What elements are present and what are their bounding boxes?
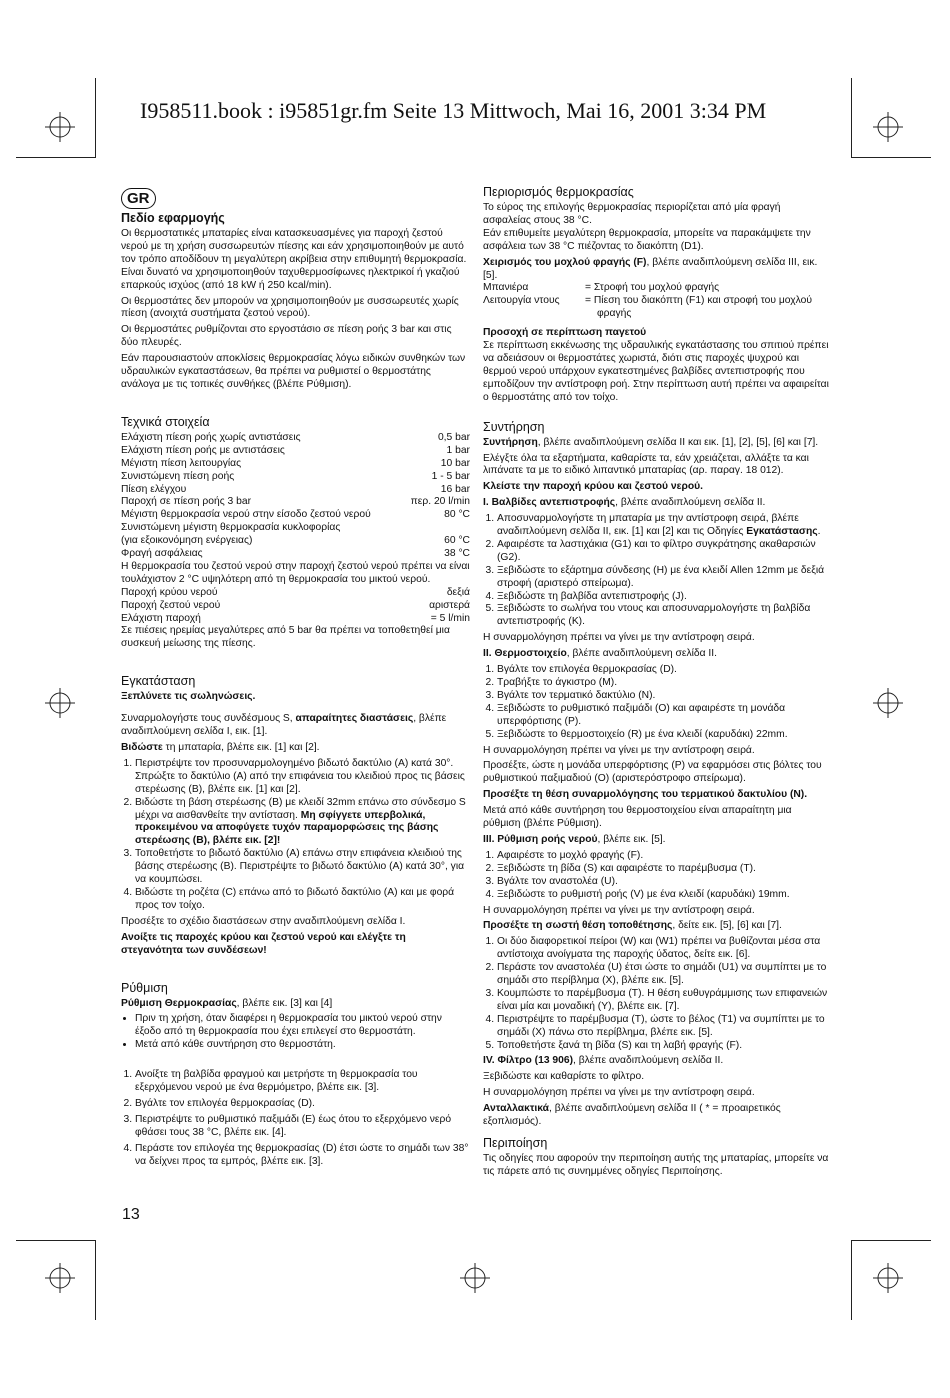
adjust-heading: Ρύθμιση (121, 980, 168, 995)
list-item: 4. Περιστρέψτε το παρέμβυσμα (T), ώστε το βέλος (T1) να συμπίπτει με το σημάδι (X) πάνω στο περίβλημα, βλέπε εικ. [5]. (497, 1014, 831, 1040)
valve-steps (483, 513, 831, 629)
pressure-note: Σε πιέσεις ηρεμίας μεγαλύτερες από 5 bar θα πρέπει να τοποθετηθεί μια συσκευή μείωσης της πίεσης. (121, 625, 450, 650)
maint-heading: Συντήρηση (483, 419, 545, 434)
list-item: 4. Ξεβιδώστε τη βαλβίδα αντεπιστροφής (J). (497, 591, 831, 604)
crop-mark (851, 1240, 852, 1320)
spec-row: Ελάχιστη πίεση ροής με αντιστάσεις 1 bar (121, 444, 470, 456)
lever-paragraph: Χειρισμός του μοχλού φραγής (F), βλέπε αναδιπλούμενη σελίδα III, εικ. [5]. (483, 256, 818, 281)
spec-row: Μέγιστη θερμοκρασία νερού στην είσοδο ζεστού νερού 80 °C (121, 509, 470, 521)
adjust-bullets (121, 1013, 470, 1052)
diagram-note: Προσέξτε το σχέδιο διαστάσεων στην αναδιπλούμενη σελίδα I. (121, 915, 406, 927)
limit-paragraph: Εάν επιθυμείτε μεγαλύτερη θερμοκρασία, μπορείτε να παρακάμψετε την ασφάλεια των 38 °C πιέζοντας το διακόπτη (D1). (483, 227, 811, 252)
language-badge: GR (121, 188, 156, 209)
kv-row: Λειτουργία ντους = Πίεση του διακόπτη (F1) και στροφή του μοχλού φραγής (483, 295, 813, 320)
spec-label: Συνιστώμενη μέγιστη θερμοκρασία κυκλοφορίας (121, 522, 341, 534)
registration-mark-icon (45, 112, 75, 142)
leak-check-note: Ανοίξτε τις παροχές κρύου και ζεστού νερού και ελέγξτε τη στεγανότητα των συνδέσεων! (121, 931, 406, 956)
list-item: 3. Κουμπώστε το παρέμβυσμα (T). Η θέση ευθυγράμμισης των επιφανειών είναι μία και μοναδική (Y), βλέπε εικ. [7]. (497, 988, 831, 1014)
spares-note: Ανταλλακτικά, βλέπε αναδιπλούμενη σελίδα II ( * = προαιρετικός εξοπλισμός). (483, 1103, 781, 1128)
right-column (483, 185, 831, 1182)
list-item: 3. Ξεβιδώστε το εξάρτημα σύνδεσης (H) με ένα κλειδί Allen 12mm με δεξιά στροφή (αριστερό σπείρωμα). (497, 565, 831, 591)
install-heading: Εγκατάσταση (121, 674, 196, 689)
registration-mark-icon (873, 1263, 903, 1293)
adjust-subheading: Ρύθμιση Θερμοκρασίας, βλέπε εικ. [3] και [4] (121, 997, 333, 1009)
ring-note: Προσέξτε τη θέση συναρμολόγησης του τερματικού δακτυλίου (N). (483, 789, 808, 801)
list-item: 1. Αφαιρέστε το μοχλό φραγής (F). (497, 850, 831, 863)
list-item: 4. Ξεβιδώστε το ρυθμιστικό παξιμάδι (O) και αφαιρέστε τη μονάδα υπερφόρτισης (P). (497, 703, 831, 729)
crop-mark (95, 1240, 96, 1320)
care-paragraph: Τις οδηγίες που αφορούν την περιποίηση αυτής της μπαταρίας, μπορείτε να τις πάρετε από τις συνημμένες οδηγίες Περιποίησης. (483, 1153, 829, 1177)
list-item: 1. Περιστρέψτε τον προσυναρμολογημένο βιδωτό δακτύλιο (A) κατά 30°. Σπρώξτε το δακτύλιο (A) από την επιφάνεια του κλειδιού προς τις βάσεις στερέωσης (B), βλέπε εικ. [1] και [2]. (135, 758, 470, 797)
thermo-steps (483, 664, 831, 741)
registration-mark-icon (45, 1263, 75, 1293)
overload-note: Προσέξτε, ώστε η μονάδα υπερφόρτισης (P) να εφαρμόσει στις βόλτες του ρυθμιστικού παξιμαδιού (O) (αριστερόστροφο σπείρωμα). (483, 760, 822, 785)
filter-note: Ξεβιδώστε και καθαρίστε το φίλτρο. (483, 1071, 645, 1083)
spec-row: Πίεση ελέγχου 16 bar (121, 483, 470, 495)
spec-row: Παροχή σε πίεση ροής 3 bar περ. 20 l/min (121, 496, 470, 508)
list-item: • Πριν τη χρήση, όταν διαφέρει η θερμοκρασία του μικτού νερού στην έξοδο από τη θερμοκρασία που έχει επιλεγεί στο θερμοστάτη. (135, 1013, 470, 1039)
spec-row: Φραγή ασφάλειας 38 °C (121, 548, 470, 560)
list-item: 3. Τοποθετήστε το βιδωτό δακτύλιο (A) επάνω στην επιφάνεια κλειδιού της βάσης στερέωσης (B). Περιστρέψτε το βιδωτό δακτύλιο (A) κατά 30°, για να κουμπώσει. (135, 848, 470, 887)
spec-row: (για εξοικονόμηση ενέργειας) 60 °C (121, 535, 470, 547)
list-item: 4. Ξεβιδώστε το ρυθμιστή ροής (V) με ένα κλειδί (καρυδάκι) 19mm. (497, 889, 831, 902)
list-item: 5. Ξεβιδώστε το σωλήνα του ντους και αποσυναρμολογήστε τη βαλβίδα αντεπιστροφής (K). (497, 603, 831, 629)
crop-mark (851, 157, 931, 158)
spec-row: Παροχή κρύου νερού δεξιά (121, 586, 470, 598)
registration-mark-icon (460, 1263, 490, 1293)
section-heading: I. Βαλβίδες αντεπιστροφής, βλέπε αναδιπλούμενη σελίδα II. (483, 497, 766, 509)
adjust-steps (121, 1069, 470, 1168)
spec-row: Συνιστώμενη πίεση ροής 1 - 5 bar (121, 470, 470, 482)
left-column (121, 188, 470, 1171)
reverse-note: Η συναρμολόγηση πρέπει να γίνει με την αντίστροφη σειρά. (483, 904, 755, 916)
spec-row: Παροχή ζεστού νερού αριστερά (121, 599, 470, 611)
list-item: 5. Ξεβιδώστε το θερμοστοιχείο (R) με ένα κλειδί (καρυδάκι) 22mm. (497, 729, 831, 742)
limit-paragraph: Το εύρος της επιλογής θερμοκρασίας περιορίζεται από μία φραγή ασφαλείας στους 38 °C. (483, 202, 781, 226)
list-item: 2. Ξεβιδώστε τη βίδα (S) και αφαιρέστε το παρέμβυσμα (T). (497, 863, 831, 876)
kv-row: Μπανιέρα = Στροφή του μοχλού φραγής (483, 282, 720, 294)
flow-steps (483, 850, 831, 902)
maint-intro: Συντήρηση, βλέπε αναδιπλούμενη σελίδα II και εικ. [1], [2], [5], [6] και [7]. (483, 436, 819, 448)
crop-mark (16, 157, 96, 158)
list-item: 1. Ανοίξτε τη βαλβίδα φραγμού και μετρήστε τη θερμοκρασία του εξερχόμενου νερού με ένα θερμόμετρο, βλέπε εικ. [3]. (135, 1069, 470, 1095)
section-heading: IV. Φίλτρο (13 906), βλέπε αναδιπλούμενη σελίδα II. (483, 1055, 724, 1067)
list-item: 1. Αποσυναρμολογήστε τη μπαταρία με την αντίστροφη σειρά, βλέπε αναδιπλούμενη σελίδα II, εικ. [1] και [2] και τις Οδηγίες Εγκατάστασης. (497, 513, 831, 539)
screw-paragraph: Βιδώστε τη μπαταρία, βλέπε εικ. [1] και [2]. (121, 742, 320, 753)
list-item: 2. Τραβήξτε το άγκιστρο (M). (497, 677, 831, 690)
page-number: 13 (122, 1206, 140, 1223)
hot-water-note: Η θερμοκρασία του ζεστού νερού στην παροχή ζεστού νερού πρέπει να είναι τουλάχιστον 2 °C υψηλότερη από τη θερμοκρασία του μικτού νερού. (121, 560, 470, 585)
after-maint-note: Μετά από κάθε συντήρηση του θερμοστοιχείου είναι απαραίτητη μια ρύθμιση (βλέπε Ρύθμιση). (483, 805, 792, 830)
registration-mark-icon (45, 688, 75, 718)
registration-mark-icon (873, 688, 903, 718)
position-heading: Προσέξτε τη σωστή θέση τοποθέτησης, δείτε εικ. [5], [6] και [7]. (483, 920, 782, 932)
file-header: I958511.book : i95851gr.fm Seite 13 Mittwoch, Mai 16, 2001 3:34 PM (140, 98, 767, 123)
frost-heading: Προσοχή σε περίπτωση παγετού (483, 327, 647, 339)
spec-row: Μέγιστη πίεση λειτουργίας 10 bar (121, 457, 470, 469)
care-heading: Περιποίηση (483, 1136, 548, 1150)
scope-paragraph: Οι θερμοστάτες δεν μπορούν να χρησιμοποιηθούν με συσσωρευτές χωρίς πίεση (ανοιχτά συστήματα ζεστού νερού). (121, 295, 459, 320)
flush-note: Ξεπλύνετε τις σωληνώσεις. (121, 691, 256, 703)
scope-paragraph: Οι θερμοστατικές μπαταρίες είναι κατασκευασμένες για παροχή ζεστού νερού με τη χρήση συσσωρευτών πίεσης και εάν χρησιμοποιηθούν με αυτό τον τρόπο αποδίδουν τη μεγαλύτερη ακρίβεια στην επιθυμητή θερμοκρασία. Είναι δυνατό να χρησιμοποιηθούν ταχυθερμοσίφωνες ηλεκτρικοί ή γκαζιού επαρκούς ισχύος (από 18 kW ή 250 kcal/min). (121, 228, 467, 291)
list-item: 4. Περάστε τον επιλογέα της θερμοκρασίας (D) έτσι ώστε το σημάδι των 38° να δείχνει προς τα εμπρός, βλέπε εικ. [3]. (135, 1143, 470, 1169)
list-item: 3. Βγάλτε τον τερματικό δακτύλιο (N). (497, 690, 831, 703)
install-steps (121, 758, 470, 913)
tech-heading: Τεχνικά στοιχεία (121, 414, 210, 429)
crop-mark (851, 78, 852, 158)
frost-paragraph: Σε περίπτωση εκκένωσης της υδραυλικής εγκατάστασης του σπιτιού πρέπει να αδειάσουν οι θερμοστάτες χωριστά, διότι στις παροχές ψυχρού και θερμού νερού υπάρχουν εγκατεστημένες βαλβίδες αντεπιστροφής που εμποδίζουν την αντίστροφη ροή. Στην περίπτωση αυτή πρέπει να αφαιρείται ο θερμοστάτης από τον τοίχο. (483, 340, 829, 403)
list-item: 4. Βιδώστε τη ροζέτα (C) επάνω από το βιδωτό δακτύλιο (A) και με φορά προς τον τοίχο. (135, 887, 470, 913)
section-heading: II. Θερμοστοιχείο, βλέπε αναδιπλούμενη σελίδα II. (483, 648, 718, 660)
fit-paragraph: Συναρμολογήστε τους συνδέσμους S, απαραίτητες διαστάσεις, βλέπε αναδιπλούμενη σελίδα I, εικ. [1]. (121, 713, 447, 738)
close-supply-note: Κλείστε την παροχή κρύου και ζεστού νερού. (483, 481, 704, 493)
list-item: 3. Περιστρέψτε το ρυθμιστικό παξιμάδι (E) έως ότου το εξερχόμενο νερό φθάσει τους 38 °C, βλέπε εικ. [4]. (135, 1114, 470, 1140)
position-steps (483, 936, 831, 1052)
limit-heading: Περιορισμός θερμοκρασίας (483, 185, 634, 199)
registration-mark-icon (873, 112, 903, 142)
spec-row: Ελάχιστη πίεση ροής χωρίς αντιστάσεις 0,5 bar (121, 431, 470, 443)
list-item: 3. Βγάλτε τον αναστολέα (U). (497, 876, 831, 889)
crop-mark (16, 1240, 96, 1241)
list-item: 2. Βιδώστε τη βάση στερέωσης (B) με κλειδί 32mm επάνω στο σύνδεσμο S μέχρι να αισθανθείτε την αντίσταση. Μη σφίγγετε υπερβολικά, προκειμένου να αποφύγετε τυχόν παραμορφώσεις της βάσης στερέωσης (B), βλέπε εικ. [2]! (135, 797, 470, 849)
spec-row: Ελάχιστη παροχή = 5 l/min (121, 612, 470, 624)
scope-paragraph: Οι θερμοστάτες ρυθμίζονται στο εργοστάσιο σε πίεση ροής 3 bar και στις δύο πλευρές. (121, 324, 452, 349)
maint-check: Ελέγξτε όλα τα εξαρτήματα, καθαρίστε τα, εάν χρειάζεται, αλλάξτε τα και λιπάνατε τα με το ειδικό λιπαντικό μπαταρίας (αρ. παραγ. 18 012). (483, 452, 809, 477)
reverse-note: Η συναρμολόγηση πρέπει να γίνει με την αντίστροφη σειρά. (483, 632, 755, 644)
list-item: 1. Οι δύο διαφορετικοί πείροι (W) και (W1) πρέπει να βυθίζονται μέσα στα αντίστοιχα ανοίγματα της παροχής ύδατος, δείτε εικ. [6]. (497, 936, 831, 962)
list-item: • Μετά από κάθε συντήρηση στο θερμοστάτη. (135, 1039, 470, 1052)
list-item: 2. Βγάλτε τον επιλογέα θερμοκρασίας (D). (135, 1098, 470, 1111)
list-item: 5. Τοποθετήστε ξανά τη βίδα (S) και τη λαβή φραγής (F). (497, 1040, 831, 1053)
reverse-note: Η συναρμολόγηση πρέπει να γίνει με την αντίστροφη σειρά. (483, 1087, 755, 1099)
scope-heading: Πεδίο εφαρμογής (121, 211, 225, 225)
scope-paragraph: Εάν παρουσιαστούν αποκλίσεις θερμοκρασίας λόγω ειδικών συνθηκών των υδραυλικών εγκαταστάσεων, θα πρέπει να ρυθμιστεί ο θερμοστάτης ανάλογα με τις τοπικές συνθήκες (βλέπε Ρύθμιση). (121, 353, 466, 390)
list-item: 2. Αφαιρέστε τα λαστιχάκια (G1) και το φίλτρο συγκράτησης ακαθαρσιών (G2). (497, 539, 831, 565)
list-item: 2. Περάστε τον αναστολέα (U) έτσι ώστε το σημάδι (U1) να συμπίπτει με το σημάδι στο περίβλημα (X), βλέπε εικ. [5]. (497, 962, 831, 988)
crop-mark (851, 1240, 931, 1241)
reverse-note: Η συναρμολόγηση πρέπει να γίνει με την αντίστροφη σειρά. (483, 744, 755, 756)
crop-mark (95, 78, 96, 158)
section-heading: III. Ρύθμιση ροής νερού, βλέπε εικ. [5]. (483, 833, 666, 845)
list-item: 1. Βγάλτε τον επιλογέα θερμοκρασίας (D). (497, 664, 831, 677)
